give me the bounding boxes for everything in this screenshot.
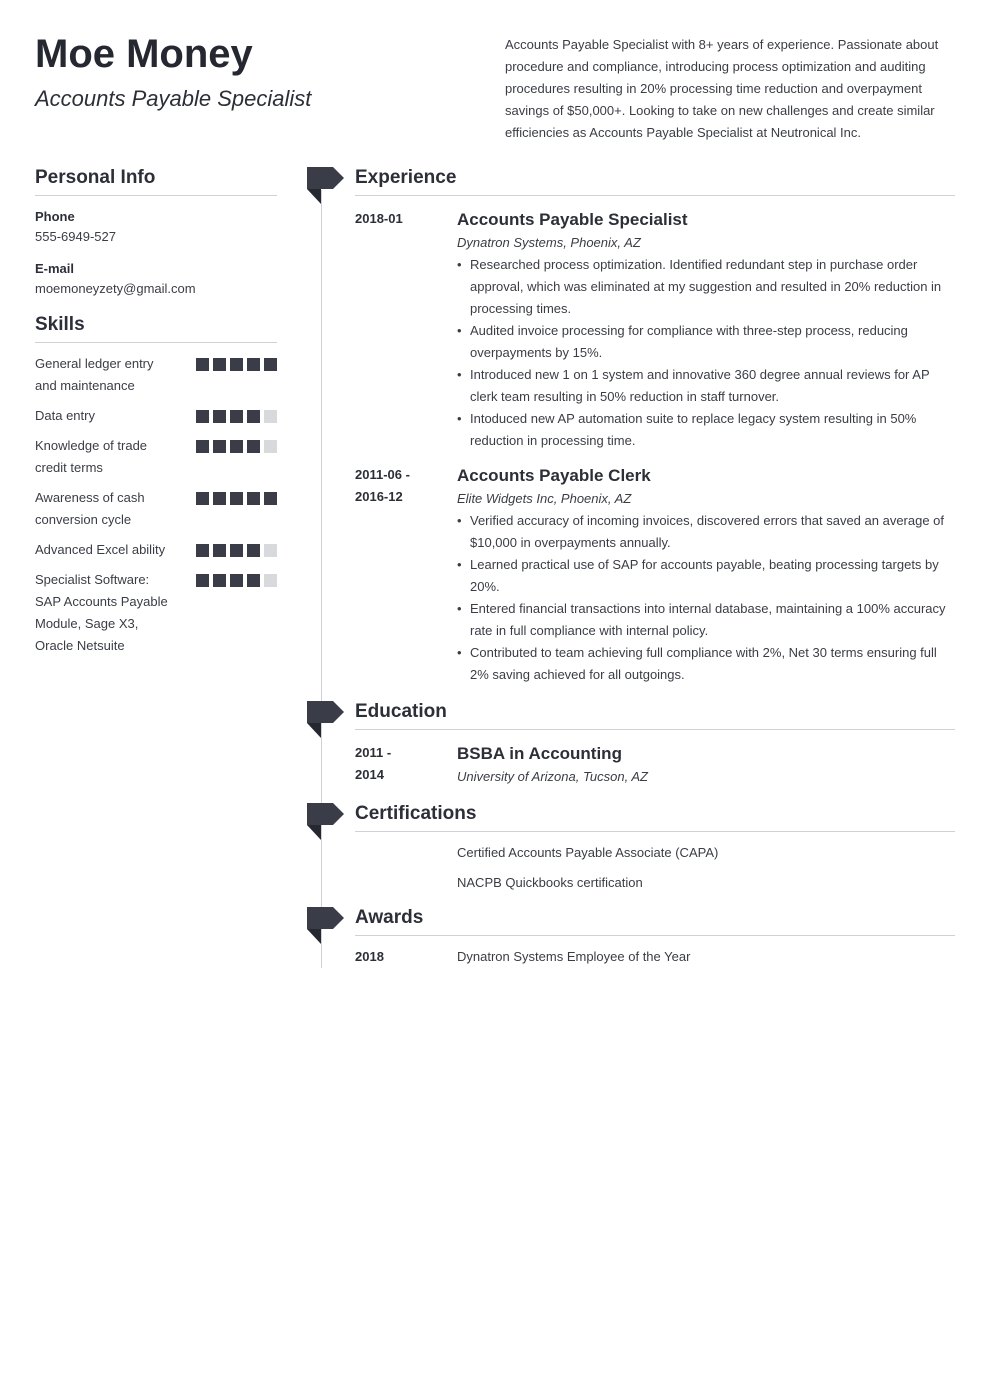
job-bullets — [457, 510, 955, 686]
skill-rating — [196, 569, 277, 657]
section-flag-icon — [307, 701, 344, 738]
skill-item — [35, 569, 277, 657]
skill-name: Advanced Excel ability — [35, 542, 166, 557]
certification-item: Certified Accounts Payable Associate (CAPA) — [457, 845, 719, 860]
rating-square-filled — [247, 574, 260, 587]
rating-square-filled — [213, 492, 226, 505]
skill-rating — [196, 435, 277, 479]
rating-square-empty — [264, 544, 277, 557]
rating-square-filled — [247, 410, 260, 423]
skill-name: Data entry — [35, 408, 95, 423]
skill-rating — [196, 539, 277, 561]
skill-item — [35, 435, 277, 479]
rating-square-filled — [196, 544, 209, 557]
award-date: 2018 — [355, 949, 384, 964]
skill-item — [35, 539, 277, 561]
award-entry — [355, 946, 955, 968]
education-school: University of Arizona, Tucson, AZ — [457, 769, 648, 784]
skill-name: Knowledge of trade credit terms — [35, 438, 148, 475]
rating-square-filled — [213, 440, 226, 453]
skill-item — [35, 405, 277, 427]
job-role: Accounts Payable Specialist — [457, 210, 688, 229]
job-date: 2011-06 - 2016-12 — [355, 467, 410, 504]
summary: Accounts Payable Specialist with 8+ years of experience. Passionate about procedure and compliance, introducing process optimization and auditing procedures resulting in 20% processing time reduction and overpayment savings of $50,000+. Looking to take on new challenges and create similar efficiencies as Accounts Payable Specialist at Neutronical Inc. — [505, 37, 939, 140]
education-heading: Education — [355, 701, 955, 730]
skills-heading: Skills — [35, 314, 277, 343]
awards-section — [355, 907, 955, 968]
skill-rating — [196, 353, 277, 397]
rating-square-empty — [264, 410, 277, 423]
rating-square-filled — [230, 358, 243, 371]
rating-square-filled — [230, 574, 243, 587]
rating-square-filled — [247, 544, 260, 557]
left-column — [35, 167, 277, 657]
skill-name: General ledger entry and maintenance — [35, 356, 154, 393]
job-bullet: • Audited invoice processing for compliance with three-step process, reducing overpayments by 15%. — [457, 320, 955, 364]
skills-list — [35, 353, 277, 657]
rating-square-filled — [230, 440, 243, 453]
rating-square-empty — [264, 574, 277, 587]
rating-square-filled — [196, 492, 209, 505]
rating-square-filled — [247, 440, 260, 453]
certification-item: NACPB Quickbooks certification — [457, 875, 643, 890]
education-degree: BSBA in Accounting — [457, 744, 622, 763]
job-bullet: • Introduced new 1 on 1 system and innovative 360 degree annual reviews for AP clerk team resulting in 50% reduction in staff turnover. — [457, 364, 955, 408]
rating-square-filled — [230, 410, 243, 423]
section-flag-icon — [307, 167, 344, 204]
job-company: Dynatron Systems, Phoenix, AZ — [457, 235, 641, 250]
email-label: E-mail — [35, 261, 75, 276]
job-entry — [355, 208, 955, 452]
rating-square-filled — [264, 492, 277, 505]
job-company: Elite Widgets Inc, Phoenix, AZ — [457, 491, 632, 506]
rating-square-filled — [247, 358, 260, 371]
experience-heading: Experience — [355, 167, 955, 196]
skill-rating — [196, 405, 277, 427]
section-flag-icon — [307, 907, 344, 944]
award-text: Dynatron Systems Employee of the Year — [457, 949, 691, 964]
rating-square-filled — [213, 544, 226, 557]
rating-square-filled — [213, 574, 226, 587]
phone-label: Phone — [35, 209, 75, 224]
personal-info-heading: Personal Info — [35, 167, 277, 196]
section-flag-icon — [307, 803, 344, 840]
job-bullet: • Intoduced new AP automation suite to replace legacy system resulting in 50% reduction in processing time. — [457, 408, 955, 452]
education-date: 2011 - 2014 — [355, 745, 392, 782]
candidate-name: Moe Money — [35, 32, 253, 76]
phone-value: 555-6949-527 — [35, 229, 116, 244]
skill-name: Awareness of cash conversion cycle — [35, 490, 145, 527]
job-bullet: • Entered financial transactions into internal database, maintaining a 100% accuracy rate in full compliance with internal policy. — [457, 598, 955, 642]
job-bullet: • Learned practical use of SAP for accounts payable, beating processing targets by 20%. — [457, 554, 955, 598]
rating-square-filled — [213, 410, 226, 423]
job-bullet: • Verified accuracy of incoming invoices, discovered errors that saved an average of $10,000 in overpayments annually. — [457, 510, 955, 554]
job-entry — [355, 464, 955, 686]
awards-heading: Awards — [355, 907, 955, 936]
rating-square-filled — [196, 358, 209, 371]
job-bullets — [457, 254, 955, 452]
experience-section — [355, 167, 955, 686]
rating-square-filled — [264, 358, 277, 371]
skill-rating — [196, 487, 277, 531]
rating-square-filled — [230, 492, 243, 505]
rating-square-filled — [196, 410, 209, 423]
rating-square-filled — [196, 574, 209, 587]
rating-square-filled — [230, 544, 243, 557]
education-section — [355, 701, 955, 788]
job-role: Accounts Payable Clerk — [457, 466, 651, 485]
skill-item — [35, 487, 277, 531]
education-entry — [355, 742, 955, 788]
timeline-line — [321, 190, 322, 968]
certifications-heading: Certifications — [355, 803, 955, 832]
skill-item — [35, 353, 277, 397]
certifications-section — [355, 803, 955, 894]
rating-square-filled — [247, 492, 260, 505]
candidate-title: Accounts Payable Specialist — [35, 86, 312, 111]
job-date: 2018-01 — [355, 211, 403, 226]
rating-square-filled — [196, 440, 209, 453]
skill-name: Specialist Software: SAP Accounts Payable Module, Sage X3, Oracle Netsuite — [35, 572, 168, 653]
rating-square-filled — [213, 358, 226, 371]
job-bullet: • Researched process optimization. Identified redundant step in purchase order approval, which was eliminated at my suggestion and resulted in 20% reduction in processing times. — [457, 254, 955, 320]
email-value: moemoneyzety@gmail.com — [35, 281, 196, 296]
job-bullet: • Contributed to team achieving full compliance with 2%, Net 30 terms ensuring full 2% saving achieved for all outgoings. — [457, 642, 955, 686]
rating-square-empty — [264, 440, 277, 453]
